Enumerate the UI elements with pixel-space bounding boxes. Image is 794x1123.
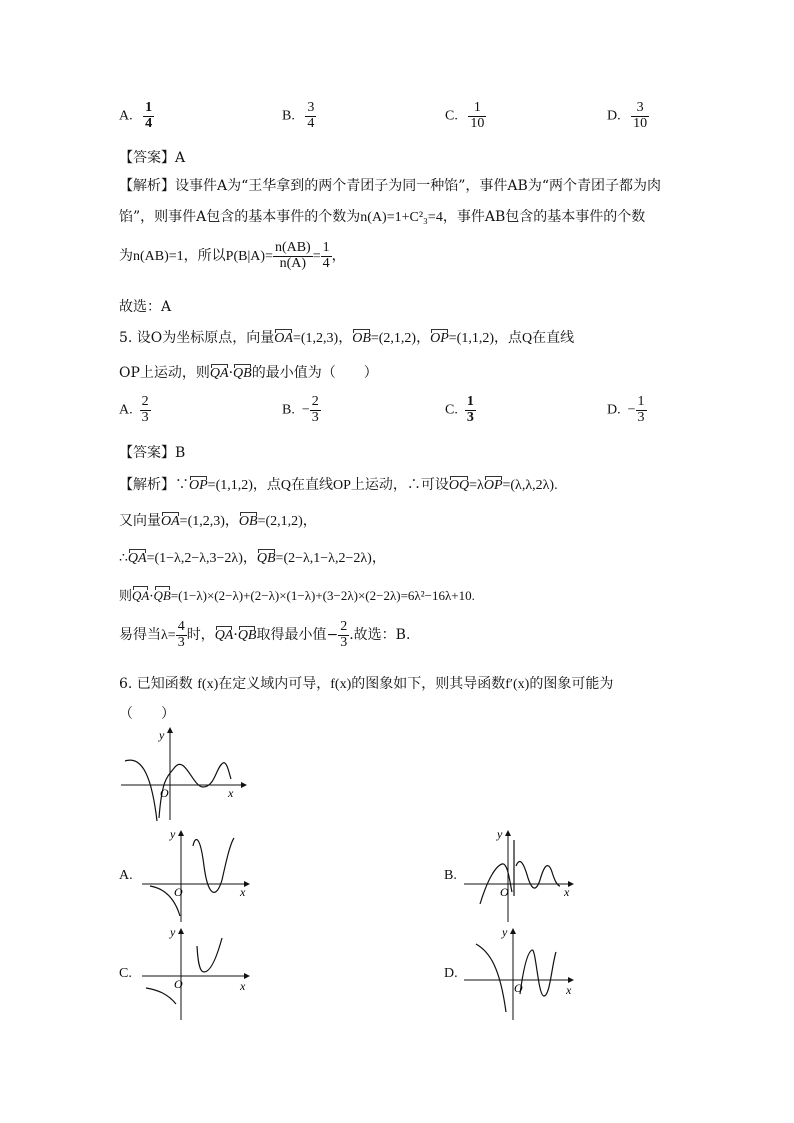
q5-analysis-line-4: 则QA·QB=(1−λ)×(2−λ)+(2−λ)×(1−λ)+(3−2λ)×(2−2λ)=6λ²−16λ+10. bbox=[119, 588, 475, 604]
y-label: y bbox=[497, 827, 503, 841]
q5-lambda-fraction: $\frac{4}{3}$ bbox=[177, 619, 185, 650]
q5-analysis-line-1: 【解析】∵OP=(1,1,2)，点Q在直线OP上运动，∴可设OQ=λOP=(λ,λ,2λ). bbox=[119, 477, 558, 493]
origin-label: O bbox=[160, 786, 169, 800]
q6-option-d-label[interactable]: D. bbox=[444, 966, 458, 981]
q4-option-a[interactable]: A. $\frac{1}{4}$ bbox=[119, 100, 153, 131]
y-axis-arrow bbox=[510, 928, 516, 934]
q6-option-d-graph[interactable] bbox=[462, 924, 582, 1024]
y-label: y bbox=[502, 925, 508, 939]
q4-option-c[interactable]: C. $\frac{1}{10}$ bbox=[445, 100, 485, 131]
curve-left bbox=[476, 944, 506, 1012]
q4-analysis-line-1: 【解析】设事件A为“王华拿到的两个青团子为同一种馅”，事件AB为“两个青团子都为肉 bbox=[119, 178, 661, 194]
q5-answer: 【答案】B bbox=[119, 445, 186, 461]
curve-left bbox=[146, 988, 176, 1004]
q5-option-c[interactable]: C. $\frac{1}{3}$ bbox=[445, 394, 474, 425]
curve-right bbox=[197, 938, 222, 972]
q4-result-fraction: $\frac{1}{4}$ bbox=[322, 240, 330, 271]
origin-label: O bbox=[514, 981, 523, 995]
q6-stem-line-1: 6. 已知函数 f(x)在定义域内可导，f(x)的图象如下，则其导函数f′(x)的图象可能为 bbox=[119, 676, 614, 692]
q6-option-a-graph[interactable] bbox=[140, 826, 255, 926]
q6-option-b-label[interactable]: B. bbox=[444, 868, 457, 883]
q6-stem-line-2: （ ） bbox=[119, 706, 175, 722]
q4-option-a-value: $\frac{1}{4}$ bbox=[145, 100, 153, 131]
y-axis-arrow bbox=[178, 830, 184, 836]
q4-option-c-value: $\frac{1}{10}$ bbox=[470, 100, 485, 131]
x-label: x bbox=[228, 786, 234, 800]
q5-option-a-value: $\frac{2}{3}$ bbox=[141, 394, 149, 425]
q4-option-b-value: $\frac{3}{4}$ bbox=[307, 100, 315, 131]
q5-option-b[interactable]: B. − $\frac{2}{3}$ bbox=[282, 394, 319, 425]
q6-main-graph bbox=[119, 725, 249, 825]
y-axis-arrow bbox=[178, 928, 184, 934]
y-label: y bbox=[159, 728, 165, 742]
origin-label: O bbox=[174, 885, 183, 899]
y-axis-arrow bbox=[167, 727, 173, 733]
q5-option-b-value: $\frac{2}{3}$ bbox=[311, 394, 319, 425]
curve-right bbox=[520, 950, 556, 996]
origin-label: O bbox=[174, 977, 183, 991]
y-label: y bbox=[170, 827, 176, 841]
q6-option-a-label[interactable]: A. bbox=[119, 868, 133, 883]
q4-answer: 【答案】A bbox=[119, 150, 186, 166]
x-label: x bbox=[564, 885, 570, 899]
q5-option-d-value: $\frac{1}{3}$ bbox=[637, 394, 645, 425]
f-curve bbox=[125, 760, 157, 821]
q4-option-b[interactable]: B. $\frac{3}{4}$ bbox=[282, 100, 315, 131]
q4-conditional-prob-fraction: $\frac{n(AB)}{n(A)}$ bbox=[274, 240, 311, 271]
q5-option-d[interactable]: D. − $\frac{1}{3}$ bbox=[607, 394, 645, 425]
q5-option-a[interactable]: A. $\frac{2}{3}$ bbox=[119, 394, 149, 425]
origin-label: O bbox=[500, 885, 509, 899]
x-label: x bbox=[566, 983, 572, 997]
q4-option-d-value: $\frac{3}{10}$ bbox=[633, 100, 648, 131]
x-label: x bbox=[240, 979, 246, 993]
q4-choose: 故选：A bbox=[119, 299, 172, 315]
q6-option-c-graph[interactable] bbox=[140, 924, 255, 1024]
q6-option-b-graph[interactable] bbox=[462, 826, 582, 926]
q5-stem-line-1: 5. 设O为坐标原点，向量OA=(1,2,3)，OB=(2,1,2)，OP=(1,1,2)，点Q在直线 bbox=[119, 330, 575, 346]
q5-analysis-line-3: ∴QA=(1−λ,2−λ,3−2λ)，QB=(2−λ,1−λ,2−2λ)， bbox=[119, 550, 386, 566]
q4-option-d[interactable]: D. $\frac{3}{10}$ bbox=[607, 100, 648, 131]
q4-analysis-line-2: 馅”，则事件A包含的基本事件的个数为n(A)=1+C²₃=4，事件AB包含的基本事件的个数 bbox=[119, 209, 646, 225]
y-label: y bbox=[170, 925, 176, 939]
q6-option-c-label[interactable]: C. bbox=[119, 966, 132, 981]
q5-min-fraction: $\frac{2}{3}$ bbox=[340, 619, 348, 650]
x-label: x bbox=[240, 885, 246, 899]
x-axis-arrow bbox=[241, 782, 247, 788]
q5-stem-line-2: OP上运动，则QA·QB的最小值为（ ） bbox=[119, 365, 378, 381]
q5-option-c-value: $\frac{1}{3}$ bbox=[466, 394, 474, 425]
q4-analysis-line-3: 为n(AB)=1，所以P(B|A)= $\frac{n(AB)}{n(A)}$ = $\frac{1}{4}$ ， bbox=[119, 240, 346, 271]
y-axis-arrow bbox=[505, 830, 511, 836]
q5-analysis-line-5: 易得当λ= $\frac{4}{3}$ 时，QA·QB取得最小值− $\frac{2}{3}$ .故选：B. bbox=[119, 619, 411, 650]
q5-analysis-line-2: 又向量OA=(1,2,3)，OB=(2,1,2)， bbox=[119, 513, 317, 529]
